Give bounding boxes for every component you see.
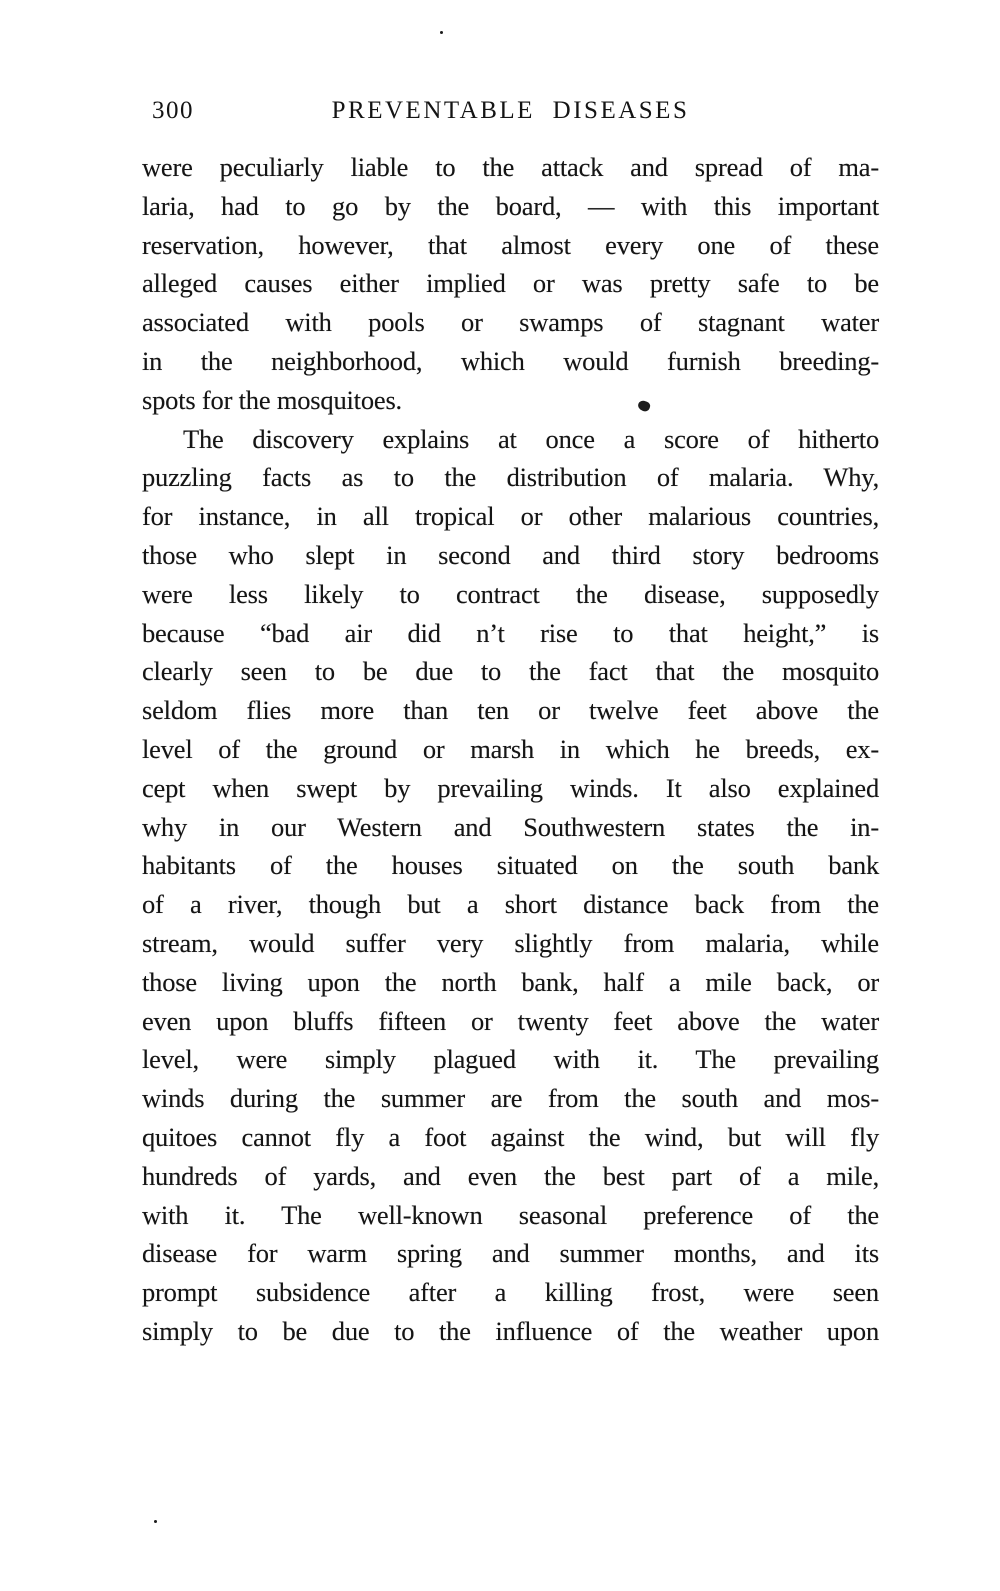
text-line: alleged causes either implied or was pretty safe to be bbox=[142, 268, 879, 299]
text-line: seldom flies more than ten or twelve feet above the bbox=[142, 695, 879, 726]
text-line: winds during the summer are from the south and mos- bbox=[142, 1083, 879, 1114]
text-line: for instance, in all tropical or other malarious countries, bbox=[142, 501, 879, 532]
text-line: laria, had to go by the board, — with this important bbox=[142, 190, 879, 221]
text-line: spots for the mosquitoes. bbox=[142, 384, 402, 415]
text-line: reservation, however, that almost every one of these bbox=[142, 229, 879, 260]
text-line: were peculiarly liable to the attack and spread of ma- bbox=[142, 152, 879, 182]
paragraph bbox=[142, 420, 879, 1351]
text-line: level, were simply plagued with it. The prevailing bbox=[142, 1044, 879, 1075]
text-line: stream, would suffer very slightly from malaria, while bbox=[142, 927, 879, 958]
text-line: level of the ground or marsh in which he breeds, ex- bbox=[142, 733, 879, 764]
text-line: The discovery explains at once a score of hitherto bbox=[183, 423, 879, 454]
text-line: even upon bluffs fifteen or twenty feet above the water bbox=[142, 1005, 879, 1036]
text-line: prompt subsidence after a killing frost, were seen bbox=[142, 1277, 879, 1308]
text-line: those living upon the north bank, half a mile back, or bbox=[142, 966, 879, 997]
paragraph bbox=[142, 148, 879, 420]
text-line: quitoes cannot fly a foot against the wind, but will fly bbox=[142, 1121, 879, 1152]
speck-top-icon bbox=[440, 31, 443, 34]
page-number: 300 bbox=[152, 97, 194, 124]
text-line: puzzling facts as to the distribution of malaria. Why, bbox=[142, 462, 879, 493]
running-head: PREVENTABLE DISEASES bbox=[331, 97, 690, 124]
text-line: cept when swept by prevailing winds. It also explained bbox=[142, 772, 879, 803]
text-line: were less likely to contract the disease, supposedly bbox=[142, 578, 879, 609]
text-line: habitants of the houses situated on the south bank bbox=[142, 850, 879, 881]
text-line: because “bad air did n’t rise to that height,” is bbox=[142, 617, 879, 648]
text-line: simply to be due to the influence of the weather upon bbox=[142, 1315, 879, 1346]
text-line: clearly seen to be due to the fact that the mosquito bbox=[142, 656, 879, 687]
text-line: hundreds of yards, and even the best part of a mile, bbox=[142, 1160, 879, 1191]
text-line: disease for warm spring and summer months, and its bbox=[142, 1238, 879, 1269]
text-line: of a river, though but a short distance back from the bbox=[142, 889, 879, 920]
text-line: those who slept in second and third story bedrooms bbox=[142, 539, 879, 570]
text-line: in the neighborhood, which would furnish breeding- bbox=[142, 345, 879, 376]
text-line: with it. The well-known seasonal preference of the bbox=[142, 1199, 879, 1230]
text-line: why in our Western and Southwestern states the in- bbox=[142, 811, 879, 842]
page-body bbox=[142, 148, 879, 1351]
speck-bottom-icon bbox=[154, 1520, 157, 1523]
text-line: associated with pools or swamps of stagnant water bbox=[142, 307, 879, 338]
